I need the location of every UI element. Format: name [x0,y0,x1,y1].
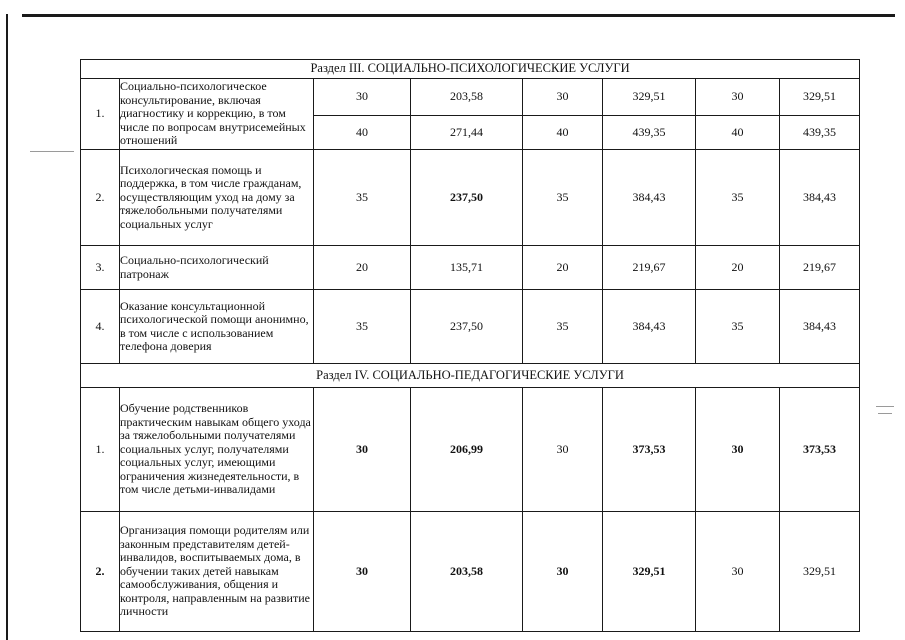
value-cell: 30 [314,388,411,512]
value-cell: 206,99 [411,388,523,512]
value-cell: 35 [314,290,411,364]
service-description: Социально-психологическое консультирование, включая диагностику и коррекцию, в том числе по вопросам внутрисемейных отношений [120,79,314,150]
scan-speck [30,151,74,152]
value-cell: 30 [523,79,603,116]
table-row [81,79,860,116]
value-cell: 30 [523,512,603,632]
top-rule [22,14,895,17]
table-row [81,150,860,246]
value-cell: 203,58 [411,512,523,632]
value-cell: 40 [314,116,411,150]
value-cell: 329,51 [780,512,860,632]
value-cell: 329,51 [603,79,696,116]
value-cell: 35 [523,150,603,246]
value-cell: 40 [696,116,780,150]
row-number: 1. [81,79,120,150]
section-title: Раздел III. СОЦИАЛЬНО-ПСИХОЛОГИЧЕСКИЕ УСЛУГИ [81,60,860,79]
value-cell: 30 [314,512,411,632]
left-rule [6,14,8,640]
value-cell: 439,35 [780,116,860,150]
value-cell: 30 [696,512,780,632]
row-number: 4. [81,290,120,364]
scan-speck [878,413,892,414]
section-header-row [81,364,860,388]
value-cell: 30 [696,79,780,116]
section-header-row [81,60,860,79]
value-cell: 35 [696,290,780,364]
value-cell: 384,43 [780,290,860,364]
value-cell: 30 [314,79,411,116]
value-cell: 384,43 [780,150,860,246]
tariff-table [80,59,860,632]
scan-speck [876,406,894,407]
row-number: 3. [81,246,120,290]
value-cell: 384,43 [603,150,696,246]
value-cell: 373,53 [603,388,696,512]
value-cell: 237,50 [411,150,523,246]
service-description: Оказание консультационной психологической помощи анонимно, в том числе с использованием телефона доверия [120,290,314,364]
service-description: Организация помощи родителям или законным представителям детей-инвалидов, воспитываемых дома, в обучении таких детей навыкам самообслуживания, общения и контроля, направленным на развитие личности [120,512,314,632]
section-title: Раздел IV. СОЦИАЛЬНО-ПЕДАГОГИЧЕСКИЕ УСЛУГИ [81,364,860,388]
value-cell: 203,58 [411,79,523,116]
row-number: 1. [81,388,120,512]
value-cell: 237,50 [411,290,523,364]
value-cell: 20 [314,246,411,290]
value-cell: 35 [696,150,780,246]
value-cell: 20 [696,246,780,290]
table-row [81,388,860,512]
service-description: Социально-психологический патронаж [120,246,314,290]
value-cell: 219,67 [603,246,696,290]
table-row [81,246,860,290]
value-cell: 384,43 [603,290,696,364]
row-number: 2. [81,512,120,632]
value-cell: 20 [523,246,603,290]
value-cell: 135,71 [411,246,523,290]
service-description: Психологическая помощь и поддержка, в том числе гражданам, осуществляющим уход на дому за тяжелобольными получателями социальных услуг [120,150,314,246]
value-cell: 35 [314,150,411,246]
value-cell: 219,67 [780,246,860,290]
row-number: 2. [81,150,120,246]
service-description: Обучение родственников практическим навыкам общего ухода за тяжелобольными получателями социальных услуг, получателями социальных услуг, имеющими ограничения жизнедеятельности, в том числе детьми-инвалидами [120,388,314,512]
value-cell: 30 [523,388,603,512]
value-cell: 329,51 [780,79,860,116]
table-row [81,290,860,364]
value-cell: 439,35 [603,116,696,150]
table-row [81,512,860,632]
value-cell: 373,53 [780,388,860,512]
value-cell: 40 [523,116,603,150]
value-cell: 271,44 [411,116,523,150]
value-cell: 35 [523,290,603,364]
value-cell: 30 [696,388,780,512]
value-cell: 329,51 [603,512,696,632]
